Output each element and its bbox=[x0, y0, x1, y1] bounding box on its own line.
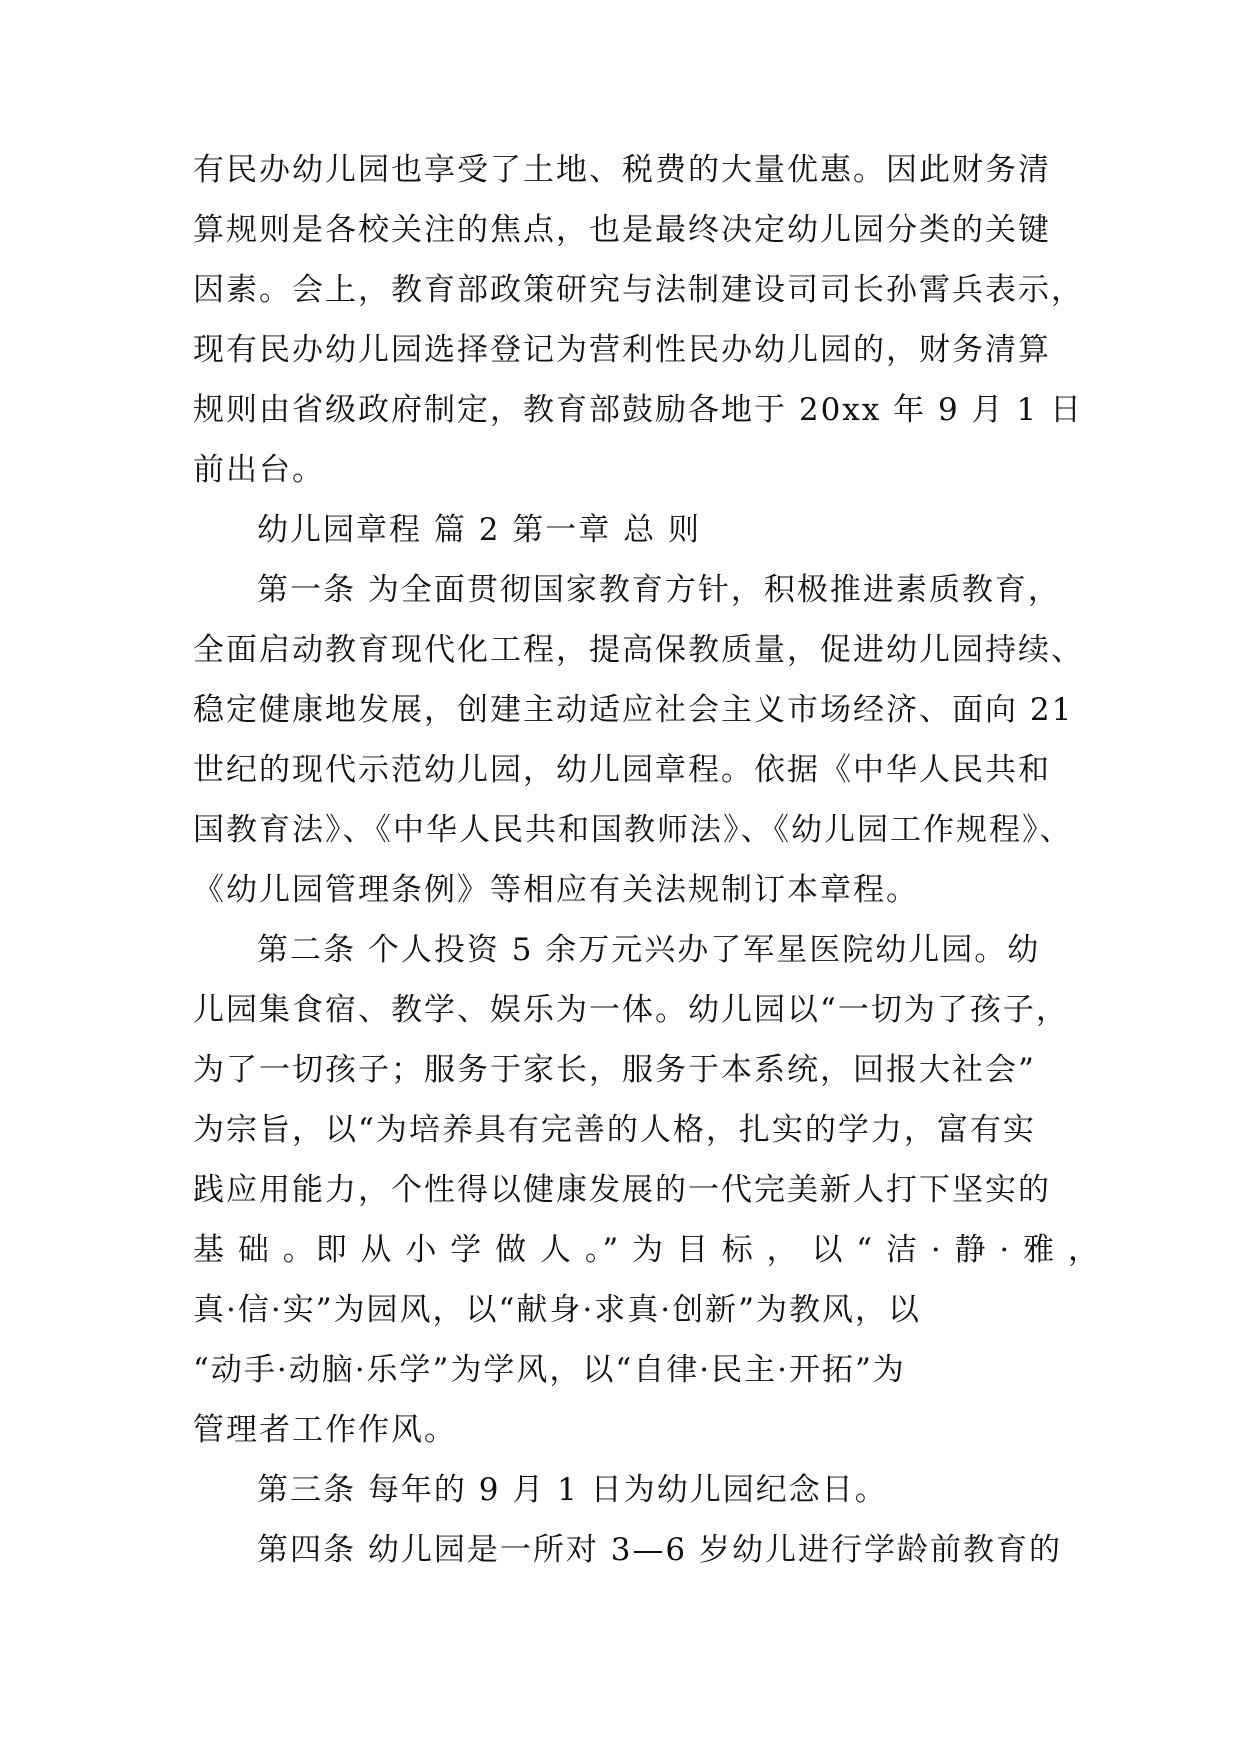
text-line: “动手·动脑·乐学”为学风，以“自律·民主·开拓”为 bbox=[193, 1352, 906, 1388]
text-line: 规则由省级政府制定，教育部鼓励各地于 20xx 年 9 月 1 日 bbox=[193, 392, 1083, 428]
text-line: 因素。会上，教育部政策研究与法制建设司司长孙霄兵表示， bbox=[193, 272, 1084, 308]
text-line: 第一条 为全面贯彻国家教育方针，积极推进素质教育， bbox=[257, 572, 1061, 608]
text-line: 前出台。 bbox=[193, 452, 325, 488]
text-line: 儿园集食宿、教学、娱乐为一体。幼儿园以“一切为了孩子， bbox=[193, 992, 1069, 1028]
text-line: 践应用能力，个性得以健康发展的一代完美新人打下坚实的 bbox=[193, 1172, 1051, 1208]
text-line: 基 础 。即 从 小 学 做 人 。” 为 目 标 ， 以 “ 洁 · 静 · 雅 ， bbox=[193, 1232, 1101, 1268]
text-line: 为宗旨，以“为培养具有完善的人格，扎实的学力，富有实 bbox=[193, 1112, 1036, 1148]
section-heading: 幼儿园章程 篇 2 第一章 总 则 bbox=[257, 512, 701, 548]
text-line: 全面启动教育现代化工程，提高保教质量，促进幼儿园持续、 bbox=[193, 632, 1084, 668]
text-line: 《幼儿园管理条例》等相应有关法规制订本章程。 bbox=[193, 872, 919, 908]
text-line: 真·信·实”为园风，以“献身·求真·创新”为教风，以 bbox=[193, 1292, 921, 1328]
text-line: 世纪的现代示范幼儿园，幼儿园章程。依据《中华人民共和 bbox=[193, 752, 1051, 788]
text-line: 有民办幼儿园也享受了土地、税费的大量优惠。因此财务清 bbox=[193, 152, 1051, 188]
text-line: 管理者工作作风。 bbox=[193, 1412, 457, 1448]
text-line: 第四条 幼儿园是一所对 3—6 岁幼儿进行学龄前教育的 bbox=[257, 1532, 1063, 1568]
text-line: 稳定健康地发展，创建主动适应社会主义市场经济、面向 21 bbox=[193, 692, 1074, 728]
text-line: 现有民办幼儿园选择登记为营利性民办幼儿园的，财务清算 bbox=[193, 332, 1051, 368]
text-line: 第三条 每年的 9 月 1 日为幼儿园纪念日。 bbox=[257, 1472, 888, 1508]
text-line: 算规则是各校关注的焦点，也是最终决定幼儿园分类的关键 bbox=[193, 212, 1051, 248]
text-line: 国教育法》、《中华人民共和国教师法》、《幼儿园工作规程》、 bbox=[193, 812, 1073, 848]
text-line: 为了一切孩子；服务于家长，服务于本系统，回报大社会” bbox=[193, 1052, 1036, 1088]
text-line: 第二条 个人投资 5 余万元兴办了军星医院幼儿园。幼 bbox=[257, 932, 1041, 968]
